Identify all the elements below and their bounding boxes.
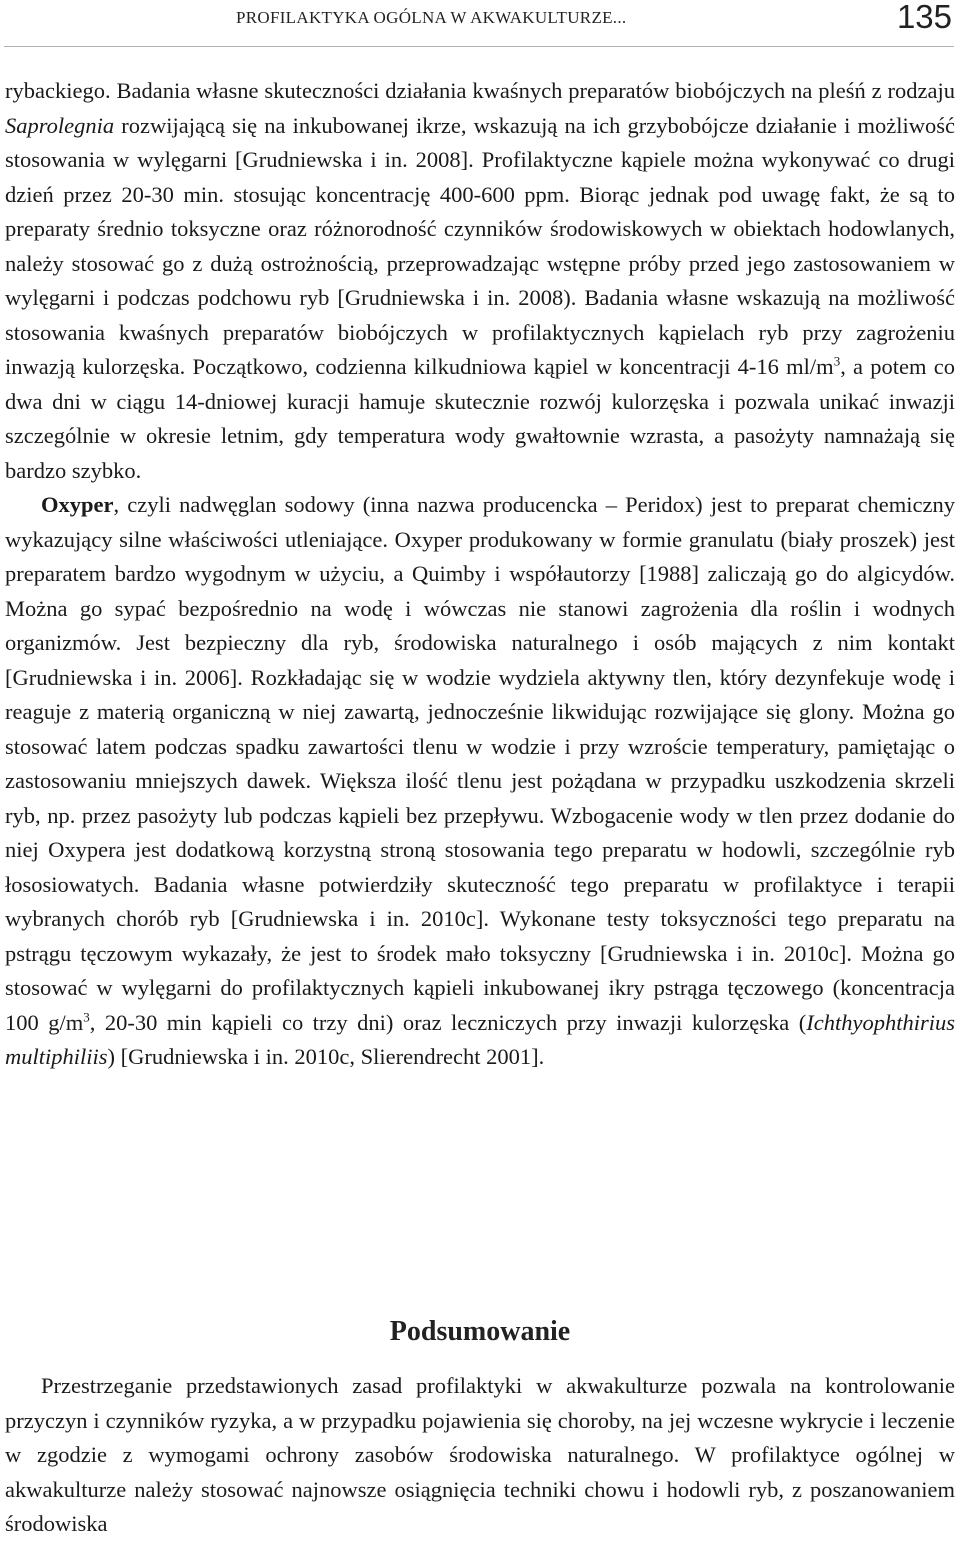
section-heading: Podsumowanie bbox=[389, 1316, 571, 1347]
header-divider bbox=[4, 46, 954, 47]
species-name-italic: Saprolegnia bbox=[5, 112, 115, 138]
summary-body bbox=[5, 1369, 955, 1542]
page-number: 135 bbox=[896, 0, 952, 35]
species-name-italic: Ichthyophthirius multiphiliis bbox=[5, 1009, 955, 1069]
superscript: 3 bbox=[83, 1009, 90, 1024]
paragraph-summary: Przestrzeganie przedstawionych zasad profilaktyki w akwakulturze pozwala na kontrolowanie przyczyn i czynników ryzyka, a w przypadku pojawienia się choroby, na jej wczesne wykrycie i leczenie w zgodzie z wymogami ochrony zasobów środowiska naturalnego. W profilaktyce ogólnej w akwakulturze należy stosować najnowsze osiągnięcia techniki chowu i hodowli ryb, z poszanowaniem środowiska bbox=[5, 1373, 955, 1536]
paragraph-text: ) [Grudniewska i in. 2010c, Slierendrecht 2001]. bbox=[107, 1044, 545, 1069]
paragraph-text: rybackiego. Badania własne skuteczności działania kwaśnych preparatów biobójczych na pleśń z rodzaju bbox=[5, 78, 955, 103]
superscript: 3 bbox=[833, 353, 841, 369]
paragraph-text: , a potem co dwa dni w ciągu 14-dniowej kuracji hamuje skutecznie rozwój kulorzęska i pozwala unikać inwazji szczególnie w okresie letnim, gdy temperatura wody gwałtownie wzrasta, a pasożyty namnażają się bardzo szybko. bbox=[5, 354, 956, 483]
paragraph-text: , czyli nadwęglan sodowy (inna nazwa producencka – Peridox) jest to preparat chemiczny wykazujący silne właściwości utleniające. Oxyper produkowany w formie granulatu (biały proszek) jest preparatem bardzo wygodnym w użyciu, a Quimby i współautorzy [1988] zaliczają go do algicydów. Można go sypać bezpośrednio na wodę i wówczas nie stanowi zagrożenia dla roślin i wodnych organizmów. Jest bezpieczny dla ryb, środowiska naturalnego i osób mających z nim kontakt [Grudniewska i in. 2006]. Rozkładając się w wodzie wydziela aktywny tlen, który dezynfekuje wodę i reaguje z materią organiczną w niej zawartą, jednocześnie likwidując rozwijające się glony. Można go stosować latem podczas spadku zawartości tlenu w wodzie i przy wzroście temperatury, pamiętając o zastosowaniu mniejszych dawek. Większa ilość tlenu jest pożądana w przypadku uszkodzenia skrzeli ryb, np. przez pasożyty lub podczas kąpieli bez przepływu. Wzbogacenie wody w tlen przez dodanie do niej Oxypera jest dodatkową korzystną stroną stosowania tego preparatu w hodowli, szczególnie ryb łososiowatych. Badania własne potwierdziły skuteczność tego preparatu w profilaktyce i terapii wybranych chorób ryb [Grudniewska i in. 2010c]. Wykonane testy toksyczności tego preparatu na pstrągu tęczowym wykazały, że jest to środek mało toksyczny [Grudniewska i in. 2010c]. Można go stosować w wylęgarni do profilaktycznych kąpieli inkubowanej ikry pstrąga tęczowego (koncentracja 100 g/m bbox=[5, 492, 955, 1035]
paragraph-text: , 20-30 min kąpieli co trzy dni) oraz leczniczych przy inwazji kulorzęska ( bbox=[89, 1009, 807, 1035]
paragraph-text: rozwijającą się na inkubowanej ikrze, wskazują na ich grzybobójcze działanie i możliwość stosowania w wylęgarni [Grudniewska i in. 2008]. Profilaktyczne kąpiele można wykonywać co drugi dzień przez 20-30 min. stosując koncentrację 400-600 ppm. Biorąc jednak pod uwagę fakt, że są to preparaty średnio toksyczne oraz różnorodność czynników środowiskowych w obiektach hodowlanych, należy stosować go z dużą ostrożnością, przeprowadzając wstępne próby przed jego zastosowaniem w wylęgarni i podczas podchowu ryb [Grudniewska i in. 2008). Badania własne wskazują na możliwość stosowania kwaśnych preparatów biobójczych w profilaktycznych kąpielach ryb przy zagrożeniu inwazją kulorzęska. Początkowo, codzienna kilkudniowa kąpiel w koncentracji 4-16 ml/m bbox=[5, 112, 955, 379]
term-bold: Oxyper bbox=[41, 492, 114, 517]
paragraph-acid-biocides bbox=[5, 74, 955, 488]
paragraph-oxyper bbox=[5, 488, 955, 1075]
running-header-title: PROFILAKTYKA OGÓLNA W AKWAKULTURZE... bbox=[236, 8, 627, 27]
main-body bbox=[5, 74, 955, 1075]
